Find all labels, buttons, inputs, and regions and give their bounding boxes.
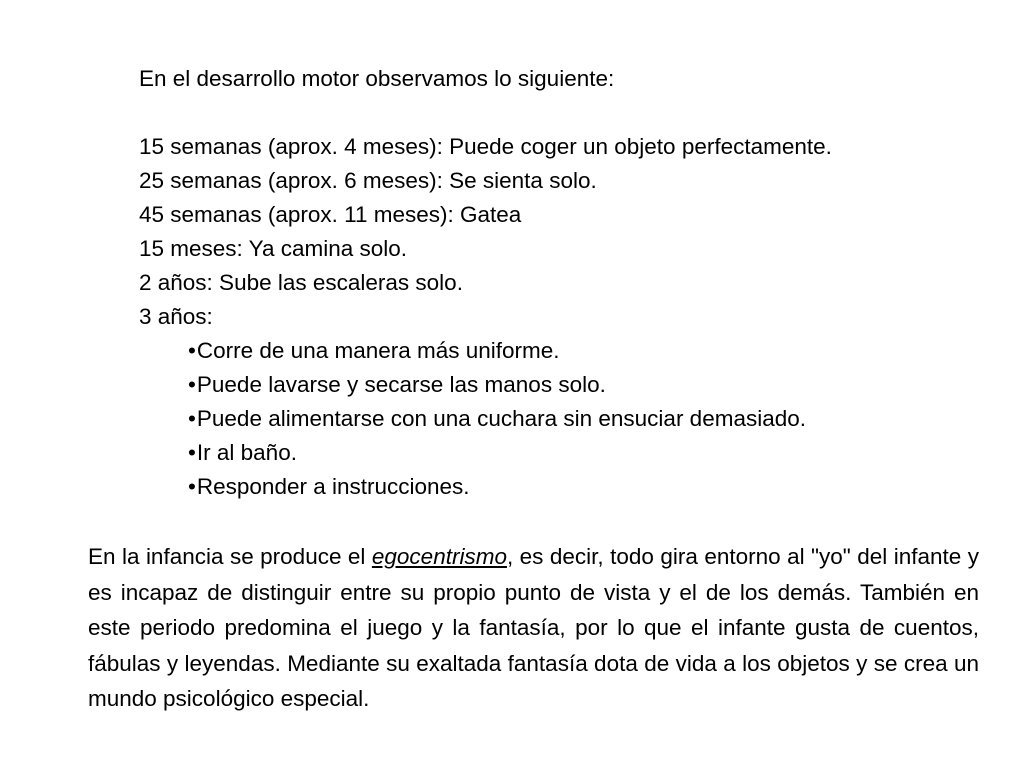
list-item-text: Puede lavarse y secarse las manos solo. xyxy=(196,372,606,397)
bullet-icon: • xyxy=(188,406,196,431)
list-item xyxy=(188,368,979,402)
egocentrismo-term: egocentrismo xyxy=(371,544,507,569)
bullet-icon: • xyxy=(188,372,196,397)
list-item-text: Ir al baño. xyxy=(196,440,297,465)
milestone-2-years: 2 años: Sube las escaleras solo. xyxy=(139,270,463,295)
list-item xyxy=(188,470,979,504)
list-item xyxy=(188,436,979,470)
list-item-text: Puede alimentarse con una cuchara sin ensuciar demasiado. xyxy=(196,406,807,431)
paragraph-body: , es decir, todo gira entorno al "yo" del infante y es incapaz de distinguir entre su propio punto de vista y el de los demás. También en este periodo predomina el juego y la fantasía, por lo que el infante gusta de cuentos, fábulas y leyendas. Mediante su exaltada fantasía dota de vida a los objetos y se crea un mundo psicológico especial. xyxy=(88,544,979,711)
milestone-25-weeks: 25 semanas (aprox. 6 meses): Se sienta solo. xyxy=(139,168,597,193)
bullet-icon: • xyxy=(188,474,196,499)
bullet-icon: • xyxy=(188,338,196,363)
egocentrism-paragraph xyxy=(88,539,979,717)
milestone-3-years: 3 años: xyxy=(139,304,213,329)
list-item xyxy=(188,402,979,436)
list-item xyxy=(188,334,979,368)
spacer xyxy=(139,96,979,130)
milestone-45-weeks: 45 semanas (aprox. 11 meses): Gatea xyxy=(139,202,522,227)
list-item-text: Responder a instrucciones. xyxy=(196,474,470,499)
milestone-15-months: 15 meses: Ya camina solo. xyxy=(139,236,408,261)
three-years-list xyxy=(139,334,979,504)
motor-development-block xyxy=(139,62,979,504)
list-item-text: Corre de una manera más uniforme. xyxy=(196,338,560,363)
milestone-15-weeks: 15 semanas (aprox. 4 meses): Puede coger un objeto perfectamente. xyxy=(139,134,832,159)
bullet-icon: • xyxy=(188,440,196,465)
motor-intro: En el desarrollo motor observamos lo siguiente: xyxy=(139,66,615,91)
paragraph-lead: En la infancia se produce el xyxy=(88,544,372,569)
